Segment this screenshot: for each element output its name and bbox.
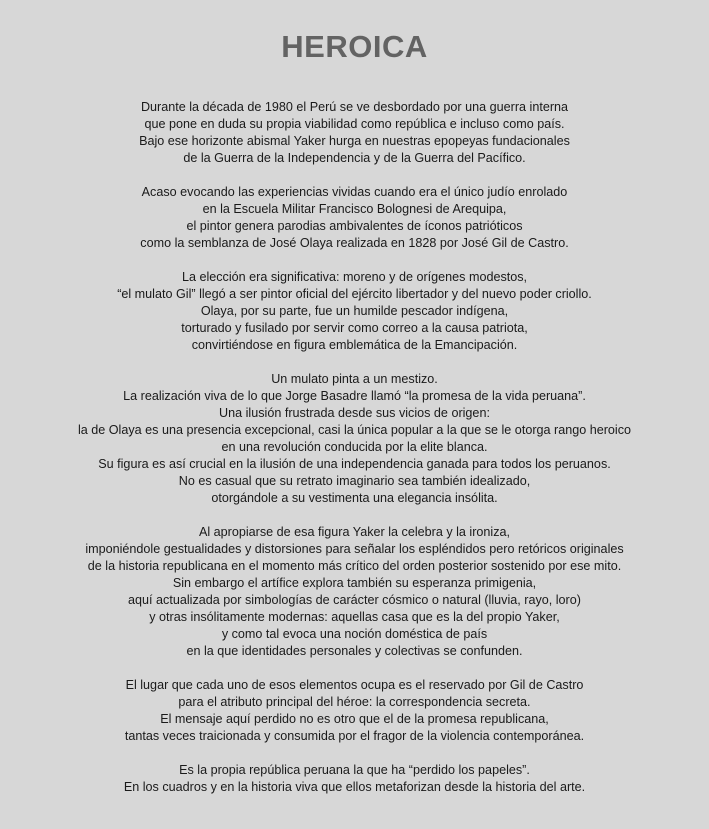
paragraph-1 (0, 99, 709, 167)
text-line: imponiéndole gestualidades y distorsiones para señalar los espléndidos pero retóricos originales (85, 542, 624, 556)
text-line: Bajo ese horizonte abismal Yaker hurga en nuestras epopeyas fundacionales (139, 134, 570, 148)
text-line: Sin embargo el artífice explora también su esperanza primigenia, (172, 576, 537, 590)
text-line: en una revolución conducida por la elite blanca. (221, 440, 488, 454)
text-line: aquí actualizada por simbologías de carácter cósmico o natural (lluvia, rayo, loro) (128, 593, 581, 607)
paragraph-3 (0, 269, 709, 354)
text-line: de la Guerra de la Independencia y de la Guerra del Pacífico. (183, 151, 526, 165)
text-line: Al apropiarse de esa figura Yaker la celebra y la ironiza, (198, 525, 511, 539)
text-line: y como tal evoca una noción doméstica de país (221, 627, 488, 641)
text-line: convirtiéndose en figura emblemática de la Emancipación. (191, 338, 518, 352)
text-line: Durante la década de 1980 el Perú se ve desbordado por una guerra interna (140, 100, 569, 114)
text-line: La elección era significativa: moreno y de orígenes modestos, (181, 270, 528, 284)
text-line: Un mulato pinta a un mestizo. (271, 372, 438, 386)
paragraph-6 (0, 677, 709, 745)
text-line: el pintor genera parodias ambivalentes de íconos patrióticos (186, 219, 523, 233)
text-line: El lugar que cada uno de esos elementos ocupa es el reservado por Gil de Castro (125, 678, 584, 692)
paragraph-7 (0, 762, 709, 796)
text-line: en la Escuela Militar Francisco Bolognesi de Arequipa, (202, 202, 507, 216)
text-line: Olaya, por su parte, fue un humilde pescador indígena, (200, 304, 509, 318)
text-line: en la que identidades personales y colectivas se confunden. (186, 644, 523, 658)
text-line: como la semblanza de José Olaya realizada en 1828 por José Gil de Castro. (140, 236, 569, 250)
text-line: “el mulato Gil” llegó a ser pintor oficial del ejército libertador y del nuevo poder criollo. (117, 287, 592, 301)
text-line: para el atributo principal del héroe: la correspondencia secreta. (178, 695, 531, 709)
paragraph-4 (0, 371, 709, 507)
paragraph-2 (0, 184, 709, 252)
text-line: y otras insólitamente modernas: aquellas casa que es la del propio Yaker, (149, 610, 560, 624)
text-line: Su figura es así crucial en la ilusión de una independencia ganada para todos los peruanos. (98, 457, 611, 471)
page-title: HEROICA (281, 29, 428, 64)
paragraph-5 (0, 524, 709, 660)
text-line: El mensaje aquí perdido no es otro que el de la promesa republicana, (160, 712, 549, 726)
text-line: Es la propia república peruana la que ha “perdido los papeles”. (179, 763, 530, 777)
body-text (0, 99, 709, 813)
text-line: de la historia republicana en el momento más crítico del orden posterior sostenido por ese mito. (87, 559, 622, 573)
text-line: torturado y fusilado por servir como correo a la causa patriota, (181, 321, 528, 335)
text-line: tantas veces traicionada y consumida por el fragor de la violencia contemporánea. (124, 729, 585, 743)
text-line: otorgándole a su vestimenta una elegancia insólita. (211, 491, 498, 505)
text-line: Una ilusión frustrada desde sus vicios de origen: (219, 406, 490, 420)
text-line: la de Olaya es una presencia excepcional, casi la única popular a la que se le otorga rango heroico (77, 423, 632, 437)
text-line: que pone en duda su propia viabilidad como república e incluso como país. (144, 117, 565, 131)
text-line: La realización viva de lo que Jorge Basadre llamó “la promesa de la vida peruana”. (123, 389, 586, 403)
text-line: En los cuadros y en la historia viva que ellos metaforizan desde la historia del arte. (123, 780, 586, 794)
text-line: No es casual que su retrato imaginario sea también idealizado, (178, 474, 531, 488)
text-line: Acaso evocando las experiencias vividas cuando era el único judío enrolado (141, 185, 568, 199)
